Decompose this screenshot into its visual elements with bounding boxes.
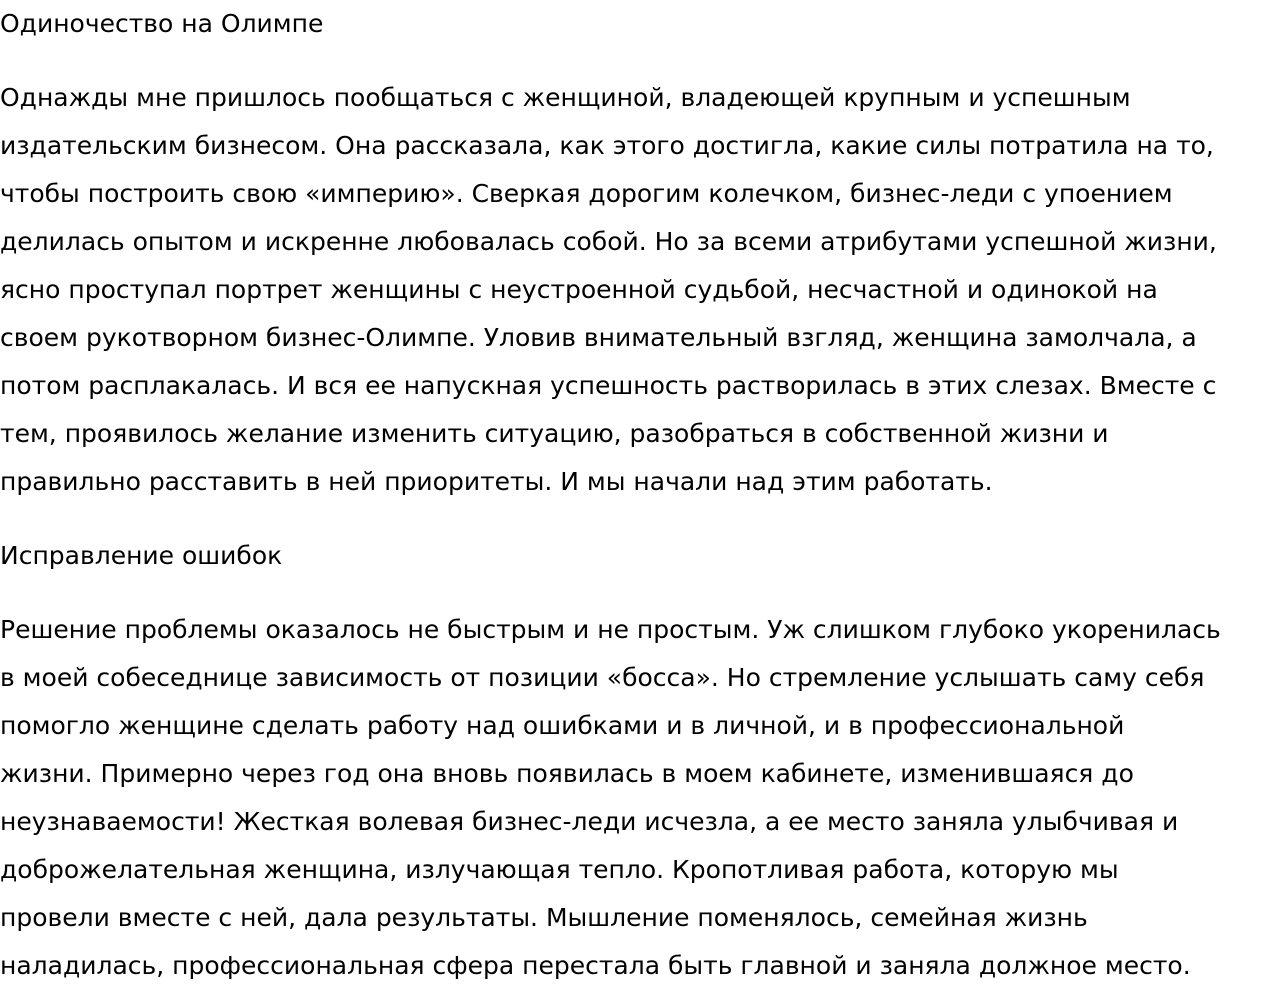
paragraph-line: провели вместе с ней, дала результаты. Мышление поменялось, семейная жизнь [0,903,1088,932]
section-heading: Исправление ошибок [0,541,283,570]
paragraph-line: Однажды мне пришлось пообщаться с женщиной, владеющей крупным и успешным [0,83,1131,112]
paragraph-line: ясно проступал портрет женщины с неустроенной судьбой, несчастной и одинокой на [0,275,1158,304]
paragraph-line: наладилась, профессиональная сфера перестала быть главной и заняла должное место. [0,951,1191,980]
paragraph-line: неузнаваемости! Жесткая волевая бизнес-леди исчезла, а ее место заняла улыбчивая и [0,807,1179,836]
paragraph-line: в моей собеседнице зависимость от позиции «босса». Но стремление услышать саму себя [0,663,1205,692]
paragraph-line: Решение проблемы оказалось не быстрым и не простым. Уж слишком глубоко укоренилась [0,615,1221,644]
paragraph-line: потом расплакалась. И вся ее напускная успешность растворилась в этих слезах. Вместе с [0,371,1217,400]
paragraph-line: помогло женщине сделать работу над ошибками и в личной, и в профессиональной [0,711,1125,740]
paragraph-line: правильно расставить в ней приоритеты. И мы начали над этим работать. [0,467,993,496]
paragraph-line: делилась опытом и искренне любовалась собой. Но за всеми атрибутами успешной жизни, [0,227,1217,256]
paragraph-line: издательским бизнесом. Она рассказала, как этого достигла, какие силы потратила на то, [0,131,1214,160]
section-heading: Одиночество на Олимпе [0,9,324,38]
paragraph-line: чтобы построить свою «империю». Сверкая дорогим колечком, бизнес-леди с упоением [0,179,1173,208]
paragraph-line: доброжелательная женщина, излучающая тепло. Кропотливая работа, которую мы [0,855,1119,884]
paragraph-line: тем, проявилось желание изменить ситуацию, разобраться в собственной жизни и [0,419,1109,448]
paragraph-line: своем рукотворном бизнес-Олимпе. Уловив внимательный взгляд, женщина замолчала, а [0,323,1197,352]
paragraph-line: жизни. Примерно через год она вновь появилась в моем кабинете, изменившаяся до [0,759,1134,788]
